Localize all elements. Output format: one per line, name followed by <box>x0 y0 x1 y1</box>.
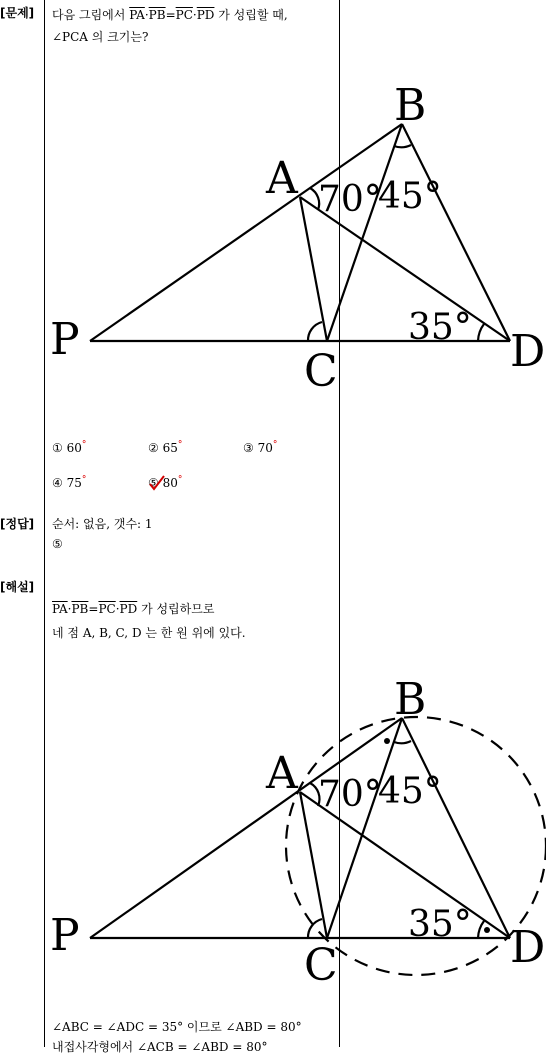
angle-d-label: 35° <box>408 904 472 945</box>
line-bc <box>327 718 402 938</box>
point-p-label: P <box>50 910 80 961</box>
question-prefix: 다음 그림에서 <box>52 8 126 22</box>
point-a-label: A <box>266 748 298 799</box>
angle-arc-c <box>308 322 322 341</box>
cyclic-figure <box>0 660 546 990</box>
choice-5[interactable]: ⑤ 80° <box>148 475 183 490</box>
dot: · <box>192 8 197 22</box>
choice-2[interactable]: ② 65° <box>148 440 183 455</box>
problem-label: [문제] <box>0 6 35 20</box>
choice-4[interactable]: ④ 75° <box>52 475 87 490</box>
point-c-label: C <box>304 940 338 991</box>
angle-a-label: 70° <box>318 774 382 815</box>
equal-angle-dot-b <box>384 738 390 744</box>
triangle-figure <box>0 0 546 420</box>
point-b-label: B <box>394 80 427 131</box>
answer-label: [정답] <box>0 517 35 531</box>
solution-line-2: 네 점 A, B, C, D 는 한 원 위에 있다. <box>52 626 246 640</box>
check-mark-icon <box>148 475 168 491</box>
solution-line-1: $\overline{PA}\cdot\overline{PB}=\overline{PC}\cdot\overline{PD}$ 가 성립하므로 <box>52 602 215 616</box>
angle-d-label: 35° <box>408 307 472 348</box>
question-suffix: 가 성립할 때, <box>218 8 288 22</box>
line-bc <box>327 124 402 341</box>
segment-pb: $\overline{PB}$ <box>148 8 166 22</box>
line-pb <box>90 718 402 938</box>
solution-line-3: ∠ABC = ∠ADC = 35° 이므로 ∠ABD = 80° <box>52 1020 302 1034</box>
angle-b-label: 45° <box>378 176 442 217</box>
angle-arc-d <box>478 324 484 341</box>
choice-1[interactable]: ① 60° <box>52 440 87 455</box>
segment-pa: $\overline{PA}$ <box>129 8 145 22</box>
answer-line-2: ⑤ <box>52 537 63 551</box>
solution-line-4: 내접사각형에서 ∠ACB = ∠ABD = 80° <box>52 1040 268 1054</box>
angle-b-label: 45° <box>378 771 442 812</box>
point-a-label: A <box>266 153 298 204</box>
line-pb <box>90 124 402 341</box>
angle-arc-b <box>394 741 411 743</box>
point-b-label: B <box>394 674 427 725</box>
point-c-label: C <box>304 346 338 397</box>
point-p-label: P <box>50 314 80 365</box>
equal-angle-dot-d <box>484 927 490 933</box>
point-d-label: D <box>510 922 546 973</box>
segment-pd: $\overline{PD}$ <box>196 8 215 22</box>
angle-arc-b <box>394 145 411 147</box>
point-d-label: D <box>510 326 546 377</box>
segment-pc: $\overline{PC}$ <box>175 8 193 22</box>
equals: = <box>165 8 176 22</box>
choice-3[interactable]: ③ 70° <box>243 440 278 455</box>
answer-line-1: 순서: 없음, 갯수: 1 <box>52 517 153 531</box>
angle-a-label: 70° <box>318 179 382 220</box>
dot: · <box>144 8 149 22</box>
solution-label: [해설] <box>0 580 35 594</box>
question-line-2: ∠PCA 의 크기는? <box>52 30 149 44</box>
angle-arc-d <box>478 921 484 938</box>
